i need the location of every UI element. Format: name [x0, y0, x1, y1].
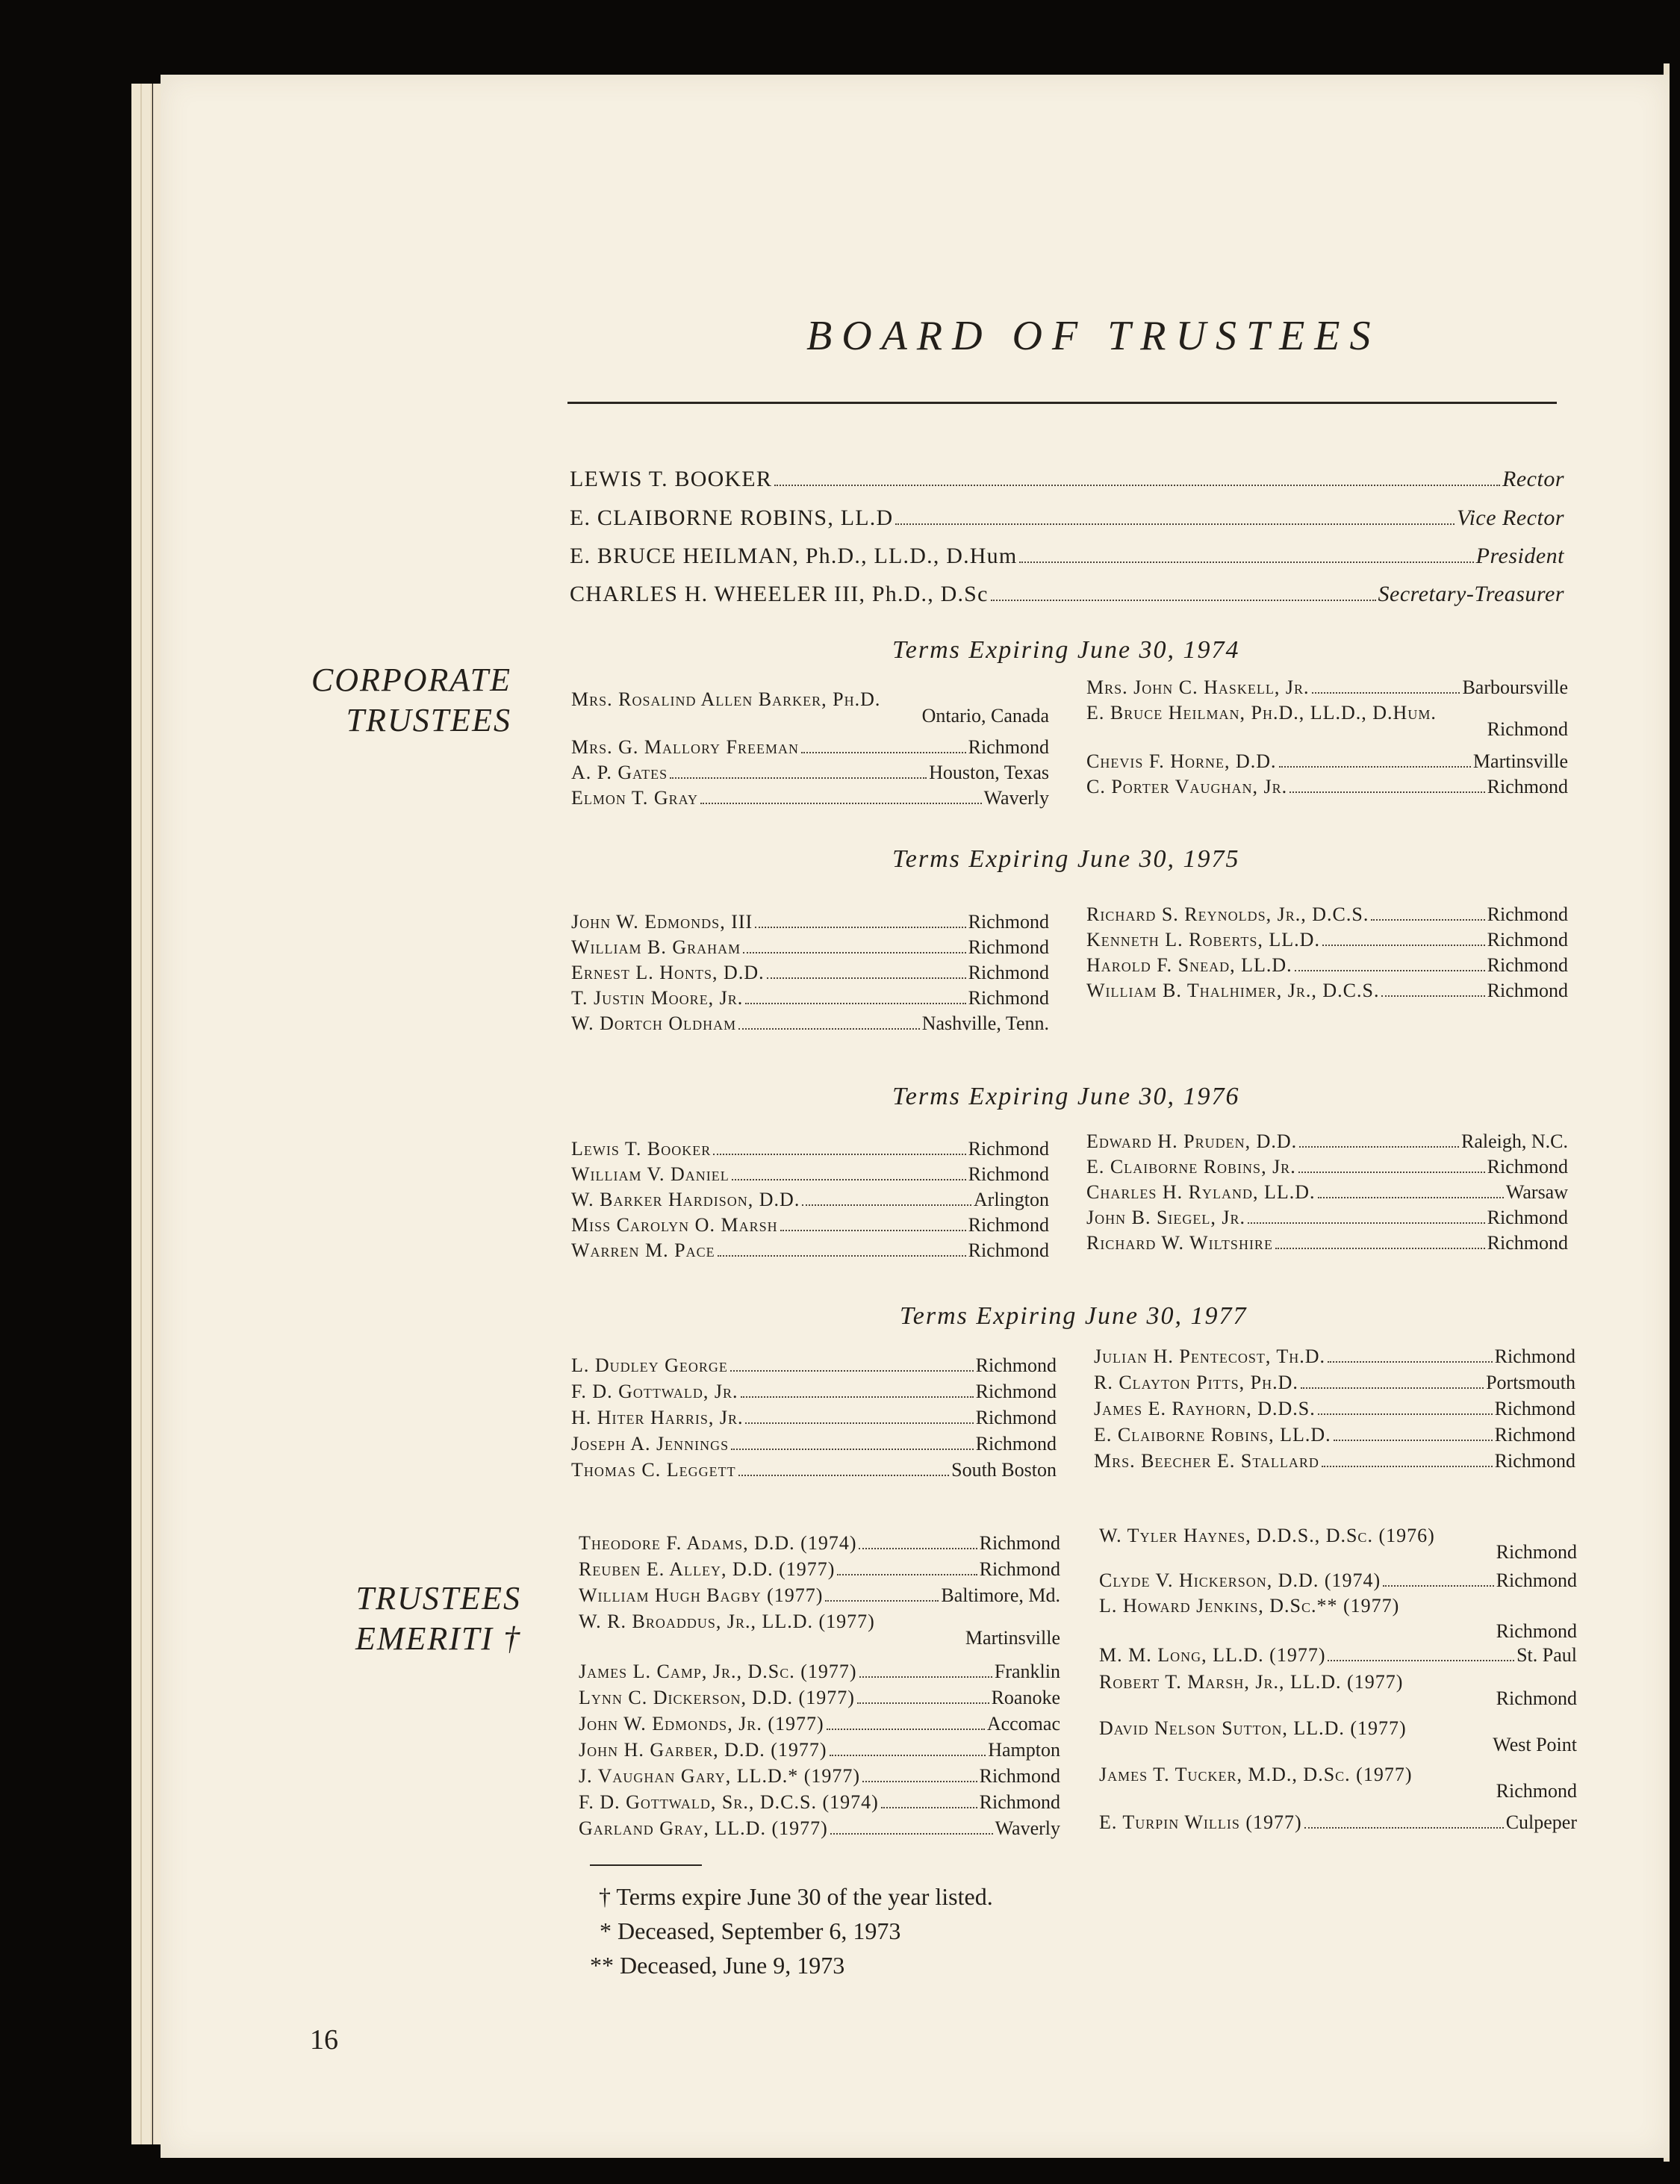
dot-leader [730, 1370, 974, 1372]
trustee-entry [1086, 1129, 1568, 1154]
dot-leader [1301, 1387, 1484, 1389]
trustee-place: Baltimore, Md. [941, 1584, 1060, 1606]
dot-leader [743, 952, 966, 953]
trustee-name: M. M. Long, LL.D. (1977) [1099, 1644, 1326, 1666]
dot-leader [745, 1422, 973, 1424]
trustee-name: Mrs. Rosalind Allen Barker, Ph.D. [571, 688, 881, 710]
trustee-entry [1086, 1231, 1568, 1256]
officer-name: E. BRUCE HEILMAN, Ph.D., LL.D., D.Hum [570, 544, 1018, 568]
officer-name: LEWIS T. BOOKER [570, 467, 773, 491]
trustee-entry [1086, 1154, 1568, 1180]
trustee-place: Barboursville [1462, 676, 1568, 698]
corporate-trustees-heading: CORPORATE TRUSTEES [311, 662, 511, 738]
trustee-name: C. Porter Vaughan, Jr. [1086, 776, 1288, 797]
trustee-name: Richard W. Wiltshire [1086, 1232, 1273, 1254]
dot-leader [857, 1702, 989, 1704]
trustee-name: W. Dortch Oldham [571, 1012, 737, 1034]
emeritus-entry [1099, 1568, 1577, 1593]
trustee-place: Richmond [975, 1354, 1057, 1376]
emeritus-entry [579, 1711, 1060, 1737]
term-heading: Terms Expiring June 30, 1976 [892, 1083, 1240, 1110]
emeritus-entry [579, 1659, 1060, 1684]
dot-leader [801, 752, 966, 753]
trustee-entry [1086, 774, 1568, 800]
trustee-entry [571, 935, 1049, 960]
trustee-place: Richmond [1487, 718, 1568, 740]
trustee-name: Ernest L. Honts, D.D. [571, 962, 765, 983]
trustee-entry [571, 1238, 1049, 1263]
dot-leader [859, 1548, 977, 1549]
trustee-name: E. Claiborne Robins, LL.D. [1094, 1424, 1331, 1446]
trustee-place: Richmond [975, 1433, 1057, 1455]
trustee-entry [571, 1011, 1049, 1036]
trustee-entry [571, 760, 1049, 785]
trustee-place: Warsaw [1505, 1181, 1568, 1203]
trustee-name: James T. Tucker, M.D., D.Sc. (1977) [1099, 1764, 1413, 1785]
officer-row [570, 541, 1564, 571]
footnote-rule [590, 1864, 702, 1866]
trustee-place: Richmond [975, 1381, 1057, 1402]
trustee-place: Houston, Texas [929, 762, 1049, 783]
trustee-place: Hampton [988, 1739, 1060, 1761]
term-heading: Terms Expiring June 30, 1975 [892, 845, 1240, 873]
trustee-name: Edward H. Pruden, D.D. [1086, 1130, 1298, 1152]
trustee-place: Richmond [968, 1214, 1049, 1236]
trustee-name: T. Justin Moore, Jr. [571, 987, 744, 1009]
officer-role: Secretary-Treasurer [1378, 582, 1564, 606]
footnote: ** Deceased, June 9, 1973 [590, 1952, 845, 1979]
dot-leader [859, 1676, 992, 1678]
dot-leader [1318, 1197, 1504, 1198]
dot-leader [1371, 919, 1484, 921]
dot-leader [700, 803, 982, 804]
dot-leader [830, 1755, 986, 1756]
dot-leader [862, 1781, 977, 1782]
dot-leader [767, 977, 966, 979]
trustee-name: Theodore F. Adams, D.D. (1974) [579, 1532, 857, 1554]
trustee-name: Warren M. Pace [571, 1239, 715, 1261]
trustee-place: Portsmouth [1486, 1372, 1575, 1393]
dot-leader [827, 1729, 985, 1730]
trustee-name: John B. Siegel, Jr. [1086, 1207, 1246, 1228]
dot-leader [780, 1230, 966, 1231]
emeritus-entry [579, 1685, 1060, 1711]
officer-role: Vice Rector [1456, 505, 1564, 530]
dot-leader [895, 523, 1455, 525]
trustee-place: Richmond [1494, 1424, 1575, 1446]
trustee-entry [571, 1213, 1049, 1238]
trustee-place: Richmond [1496, 1687, 1577, 1709]
trustee-place: Richmond [979, 1791, 1060, 1813]
trustee-place: Richmond [1487, 980, 1568, 1001]
emeritus-entry [579, 1764, 1060, 1789]
trustee-place: Culpeper [1505, 1811, 1577, 1833]
dot-leader [1328, 1361, 1493, 1363]
trustee-name: E. Bruce Heilman, Ph.D., LL.D., D.Hum. [1086, 702, 1437, 724]
trustee-place: Richmond [1487, 1156, 1568, 1177]
trustee-place: Richmond [979, 1765, 1060, 1787]
trustee-name: L. Dudley George [571, 1354, 728, 1376]
page-edge [142, 84, 152, 2144]
trustee-place: Raleigh, N.C. [1461, 1130, 1568, 1152]
trustee-entry [1094, 1396, 1575, 1422]
trustee-name: Julian H. Pentecost, Th.D. [1094, 1345, 1326, 1367]
dot-leader [732, 1179, 966, 1180]
trustee-name: Elmon T. Gray [571, 787, 698, 809]
trustee-name: John W. Edmonds, III [571, 911, 753, 933]
trustee-place: Richmond [968, 1239, 1049, 1261]
title-rule [567, 402, 1557, 404]
trustee-name: William B. Thalhimer, Jr., D.C.S. [1086, 980, 1380, 1001]
trustee-name: Thomas C. Leggett [571, 1459, 736, 1481]
trustee-name: Chevis F. Horne, D.D. [1086, 750, 1277, 772]
trustee-entry [1086, 675, 1568, 700]
emeritus-entry [579, 1531, 1060, 1556]
trustee-place: Waverly [995, 1817, 1060, 1839]
dot-leader [713, 1154, 965, 1155]
page [161, 75, 1669, 2158]
trustee-name: William B. Graham [571, 936, 741, 958]
dot-leader [1383, 1585, 1494, 1587]
trustee-place: Franklin [994, 1661, 1060, 1682]
trustee-name: James L. Camp, Jr., D.Sc. (1977) [579, 1661, 857, 1682]
trustee-name: L. Howard Jenkins, D.Sc.** (1977) [1099, 1595, 1400, 1617]
trustee-name: A. P. Gates [571, 762, 668, 783]
trustee-entry [1086, 902, 1568, 927]
emeritus-entry [1099, 1716, 1577, 1758]
trustee-entry [571, 1405, 1057, 1431]
trustee-place: Martinsville [1472, 750, 1568, 772]
emeritus-entry [1099, 1762, 1577, 1804]
dot-leader [731, 1449, 974, 1450]
trustee-name: Mrs. G. Mallory Freeman [571, 736, 799, 758]
trustee-place: Richmond [1494, 1345, 1575, 1367]
dot-leader [738, 1028, 920, 1030]
trustee-entry [1094, 1370, 1575, 1396]
trustee-name: W. R. Broaddus, Jr., LL.D. (1977) [579, 1611, 875, 1632]
dot-leader [881, 1807, 977, 1808]
trustee-entry [1094, 1449, 1575, 1474]
trustee-place: Richmond [1496, 1541, 1577, 1563]
trustee-entry [1086, 978, 1568, 1004]
trustee-entry [571, 1379, 1057, 1404]
trustee-place: Richmond [1494, 1398, 1575, 1419]
dot-leader [1322, 1466, 1493, 1467]
term-heading: Terms Expiring June 30, 1977 [900, 1302, 1248, 1330]
dot-leader [991, 600, 1376, 601]
trustee-place: Richmond [1487, 903, 1568, 925]
trustee-place: Richmond [968, 936, 1049, 958]
trustee-place: Richmond [968, 962, 1049, 983]
dot-leader [1019, 561, 1473, 563]
term-heading: Terms Expiring June 30, 1974 [892, 636, 1240, 664]
trustee-entry [1086, 1180, 1568, 1205]
trustee-entry [1094, 1422, 1575, 1448]
dot-leader [1299, 1146, 1459, 1148]
trustee-name: Clyde V. Hickerson, D.D. (1974) [1099, 1569, 1381, 1591]
trustee-entry [1086, 700, 1568, 742]
trustee-place: Martinsville [965, 1627, 1060, 1649]
trustee-place: Richmond [975, 1407, 1057, 1428]
trustee-name: W. Barker Hardison, D.D. [571, 1189, 800, 1210]
trustee-entry [1094, 1344, 1575, 1369]
page-number: 16 [310, 2024, 338, 2056]
trustee-name: J. Vaughan Gary, LL.D.* (1977) [579, 1765, 861, 1787]
trustee-entry [1086, 749, 1568, 774]
trustee-entry [571, 1431, 1057, 1457]
trustee-entry [1086, 953, 1568, 978]
trustee-name: E. Claiborne Robins, Jr. [1086, 1156, 1296, 1177]
emeritus-entry [1099, 1593, 1577, 1644]
dot-leader [1322, 945, 1485, 946]
dot-leader [1298, 1172, 1485, 1173]
trustee-name: William V. Daniel [571, 1163, 729, 1185]
trustee-place: Richmond [979, 1558, 1060, 1580]
dot-leader [802, 1204, 971, 1206]
trustee-entry [571, 1136, 1049, 1162]
trustee-name: Harold F. Snead, LL.D. [1086, 954, 1292, 976]
trustee-place: Richmond [1496, 1780, 1577, 1802]
dot-leader [670, 777, 927, 779]
trustee-place: Arlington [973, 1189, 1049, 1210]
dot-leader [1334, 1440, 1493, 1441]
trustee-place: Roanoke [991, 1687, 1060, 1708]
trustee-name: F. D. Gottwald, Sr., D.C.S. (1974) [579, 1791, 879, 1813]
trustee-place: Richmond [1487, 1207, 1568, 1228]
trustee-place: West Point [1493, 1734, 1577, 1755]
trustee-name: Robert T. Marsh, Jr., LL.D. (1977) [1099, 1671, 1404, 1693]
trustee-name: Joseph A. Jennings [571, 1433, 729, 1455]
trustee-name: Miss Carolyn O. Marsh [571, 1214, 778, 1236]
dot-leader [1318, 1413, 1493, 1415]
footnote: † Terms expire June 30 of the year listed. [599, 1883, 993, 1910]
officer-row [570, 503, 1564, 533]
officer-row [570, 579, 1564, 609]
trustee-entry [571, 960, 1049, 986]
emeritus-entry [1099, 1810, 1577, 1835]
emeritus-entry [579, 1557, 1060, 1582]
trustee-place: Richmond [979, 1532, 1060, 1554]
trustee-entry [571, 909, 1049, 935]
trustee-name: Kenneth L. Roberts, LL.D. [1086, 929, 1320, 951]
trustee-name: Mrs. Beecher E. Stallard [1094, 1450, 1319, 1472]
emeritus-entry [1099, 1670, 1577, 1711]
trustee-place: Nashville, Tenn. [921, 1012, 1049, 1034]
trustee-place: Ontario, Canada [921, 705, 1049, 727]
dot-leader [825, 1600, 939, 1602]
trustee-place: Richmond [1487, 954, 1568, 976]
trustee-place: St. Paul [1516, 1644, 1577, 1666]
dot-leader [1312, 692, 1460, 694]
trustee-name: Richard S. Reynolds, Jr., D.C.S. [1086, 903, 1369, 925]
trustee-entry [571, 1162, 1049, 1187]
trustees-emeriti-heading: TRUSTEES EMERITI † [355, 1580, 521, 1657]
dot-leader [738, 1475, 950, 1476]
trustee-name: Lewis T. Booker [571, 1138, 712, 1160]
trustee-name: John H. Garber, D.D. (1977) [579, 1739, 827, 1761]
dot-leader [1295, 970, 1485, 971]
dot-leader [745, 1003, 965, 1004]
trustee-name: David Nelson Sutton, LL.D. (1977) [1099, 1717, 1407, 1739]
officer-name: CHARLES H. WHEELER III, Ph.D., D.Sc [570, 582, 989, 606]
footnote: * Deceased, September 6, 1973 [600, 1917, 901, 1944]
dot-leader [755, 927, 965, 928]
page-title: BOARD OF TRUSTEES [806, 313, 1381, 359]
trustee-place: Richmond [1496, 1569, 1577, 1591]
trustee-entry [1086, 1205, 1568, 1231]
trustee-place: Richmond [968, 736, 1049, 758]
trustee-name: R. Clayton Pitts, Ph.D. [1094, 1372, 1298, 1393]
dot-leader [1328, 1660, 1514, 1661]
trustee-place: Richmond [1494, 1450, 1575, 1472]
trustee-name: H. Hiter Harris, Jr. [571, 1407, 744, 1428]
emeritus-entry [1099, 1523, 1577, 1565]
trustee-place: Richmond [968, 1138, 1049, 1160]
trustee-place: Richmond [968, 1163, 1049, 1185]
trustee-entry [571, 735, 1049, 760]
dot-leader [837, 1574, 977, 1575]
dot-leader [830, 1833, 993, 1835]
trustee-place: Richmond [1487, 1232, 1568, 1254]
officer-row [570, 464, 1564, 494]
trustee-place: Waverly [983, 787, 1049, 809]
trustee-entry [571, 1353, 1057, 1378]
trustee-name: John W. Edmonds, Jr. (1977) [579, 1713, 824, 1735]
emeritus-entry [579, 1583, 1060, 1608]
trustee-name: William Hugh Bagby (1977) [579, 1584, 824, 1606]
dot-leader [1279, 766, 1471, 768]
trustee-name: Mrs. John C. Haskell, Jr. [1086, 676, 1310, 698]
trustee-entry [571, 1457, 1057, 1483]
dot-leader [1381, 995, 1484, 997]
trustee-name: F. D. Gottwald, Jr. [571, 1381, 738, 1402]
trustee-place: Accomac [986, 1713, 1060, 1735]
trustee-entry [571, 687, 1049, 729]
trustee-place: Richmond [968, 987, 1049, 1009]
dot-leader [1275, 1248, 1485, 1249]
trustee-place: Richmond [1496, 1620, 1577, 1642]
dot-leader [1289, 791, 1485, 793]
officer-role: President [1475, 544, 1564, 568]
dot-leader [1304, 1827, 1504, 1829]
dot-leader [718, 1255, 966, 1257]
trustee-place: South Boston [951, 1459, 1057, 1481]
dot-leader [774, 485, 1500, 486]
trustee-name: Reuben E. Alley, D.D. (1977) [579, 1558, 836, 1580]
trustee-place: Richmond [1487, 929, 1568, 951]
trustee-name: Garland Gray, LL.D. (1977) [579, 1817, 828, 1839]
officer-name: E. CLAIBORNE ROBINS, LL.D [570, 505, 894, 530]
emeritus-entry [1099, 1643, 1577, 1668]
emeritus-entry [579, 1737, 1060, 1763]
emeritus-entry [579, 1790, 1060, 1815]
trustee-entry [1086, 927, 1568, 953]
page-edge [131, 84, 142, 2144]
emeritus-entry [579, 1816, 1060, 1841]
emeritus-entry [579, 1609, 1060, 1651]
trustee-place: Richmond [1487, 776, 1568, 797]
trustee-entry [571, 986, 1049, 1011]
dot-leader [1248, 1222, 1485, 1224]
trustee-place: Richmond [968, 911, 1049, 933]
officer-role: Rector [1502, 467, 1564, 491]
dot-leader [741, 1396, 974, 1398]
trustee-entry [571, 785, 1049, 811]
trustee-name: Charles H. Ryland, LL.D. [1086, 1181, 1316, 1203]
trustee-name: E. Turpin Willis (1977) [1099, 1811, 1302, 1833]
trustee-name: James E. Rayhorn, D.D.S. [1094, 1398, 1316, 1419]
trustee-name: W. Tyler Haynes, D.D.S., D.Sc. (1976) [1099, 1525, 1435, 1546]
trustee-entry [571, 1187, 1049, 1213]
trustee-name: Lynn C. Dickerson, D.D. (1977) [579, 1687, 855, 1708]
